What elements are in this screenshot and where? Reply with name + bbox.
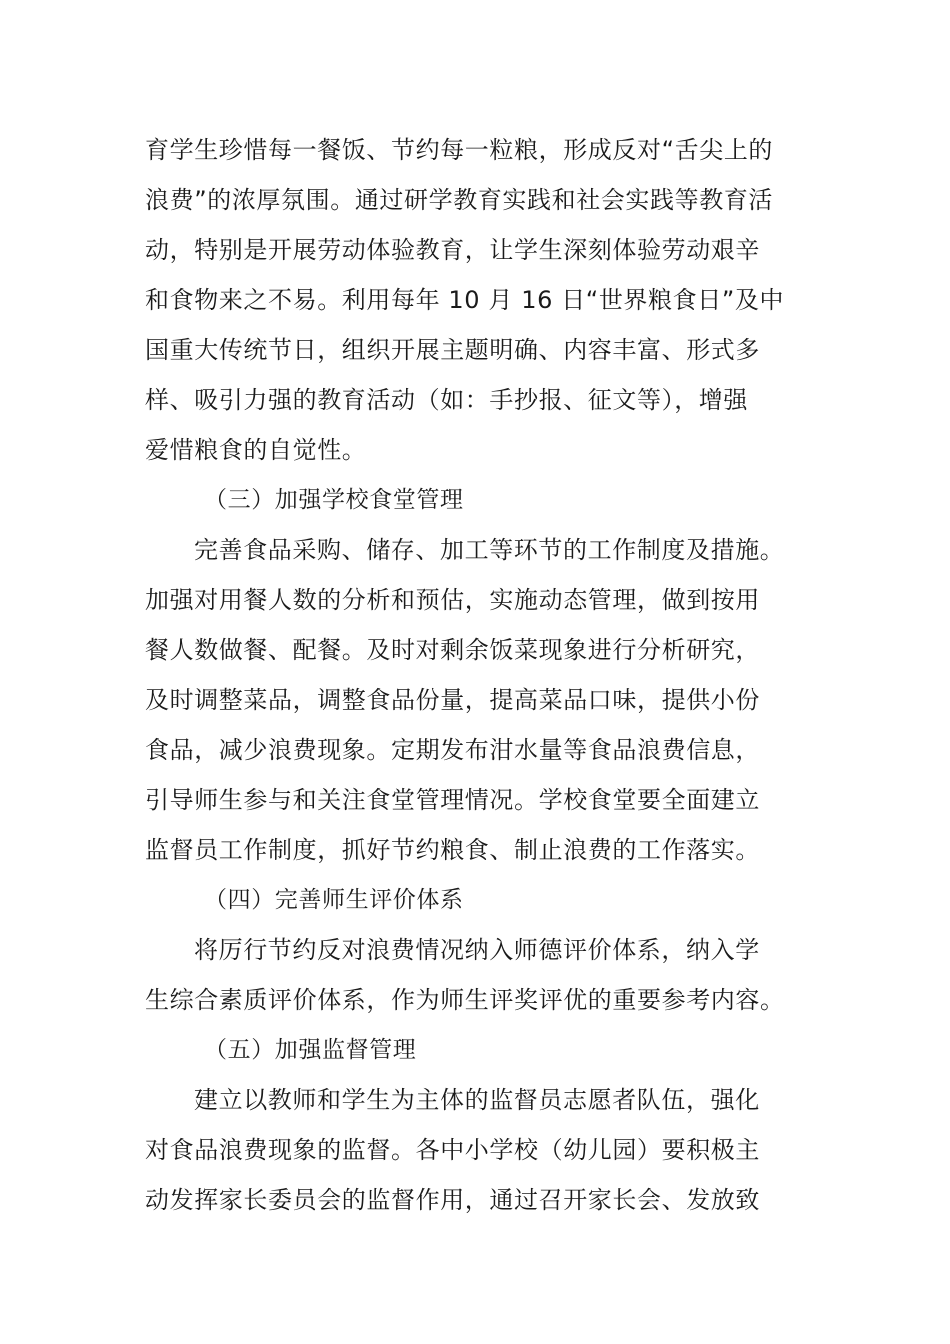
body-text-line: 样、吸引力强的教育活动（如：手抄报、征文等），增强 bbox=[145, 386, 748, 414]
body-text-line: 及时调整菜品，调整食品份量，提高菜品口味，提供小份 bbox=[145, 686, 760, 714]
body-text-line: 生综合素质评价体系，作为师生评奖评优的重要参考内容。 bbox=[145, 986, 785, 1014]
section-heading-4: （四）完善师生评价体系 bbox=[204, 887, 464, 913]
body-text-line: 国重大传统节日，组织开展主题明确、内容丰富、形式多 bbox=[145, 336, 760, 364]
body-text-line: 监督员工作制度，抓好节约粮食、制止浪费的工作落实。 bbox=[145, 836, 760, 864]
body-text-line: 食品，减少浪费现象。定期发布泔水量等食品浪费信息， bbox=[145, 736, 760, 764]
body-text-line: 浪费”的浓厚氛围。通过研学教育实践和社会实践等教育活 bbox=[145, 186, 774, 214]
paragraph-first-line: 完善食品采购、储存、加工等环节的工作制度及措施。 bbox=[194, 536, 785, 564]
body-text-line: 爱惜粮食的自觉性。 bbox=[145, 436, 367, 464]
paragraph-first-line: 建立以教师和学生为主体的监督员志愿者队伍，强化 bbox=[194, 1086, 760, 1114]
body-text-line: 引导师生参与和关注食堂管理情况。学校食堂要全面建立 bbox=[145, 786, 760, 814]
body-text-line: 对食品浪费现象的监督。各中小学校（幼儿园）要积极主 bbox=[145, 1136, 760, 1164]
body-text-line: 加强对用餐人数的分析和预估，实施动态管理，做到按用 bbox=[145, 586, 760, 614]
body-text-line: 动，特别是开展劳动体验教育，让学生深刻体验劳动艰辛 bbox=[145, 236, 760, 264]
section-heading-3: （三）加强学校食堂管理 bbox=[204, 487, 464, 513]
body-text-line: 动发挥家长委员会的监督作用，通过召开家长会、发放致 bbox=[145, 1186, 760, 1214]
body-text-line: 和食物来之不易。利用每年 10 月 16 日“世界粮食日”及中 bbox=[145, 286, 785, 314]
body-text-line: 育学生珍惜每一餐饭、节约每一粒粮，形成反对“舌尖上的 bbox=[145, 136, 774, 164]
paragraph-first-line: 将厉行节约反对浪费情况纳入师德评价体系，纳入学 bbox=[194, 936, 760, 964]
section-heading-5: （五）加强监督管理 bbox=[204, 1037, 417, 1063]
body-text-line: 餐人数做餐、配餐。及时对剩余饭菜现象进行分析研究， bbox=[145, 636, 760, 664]
